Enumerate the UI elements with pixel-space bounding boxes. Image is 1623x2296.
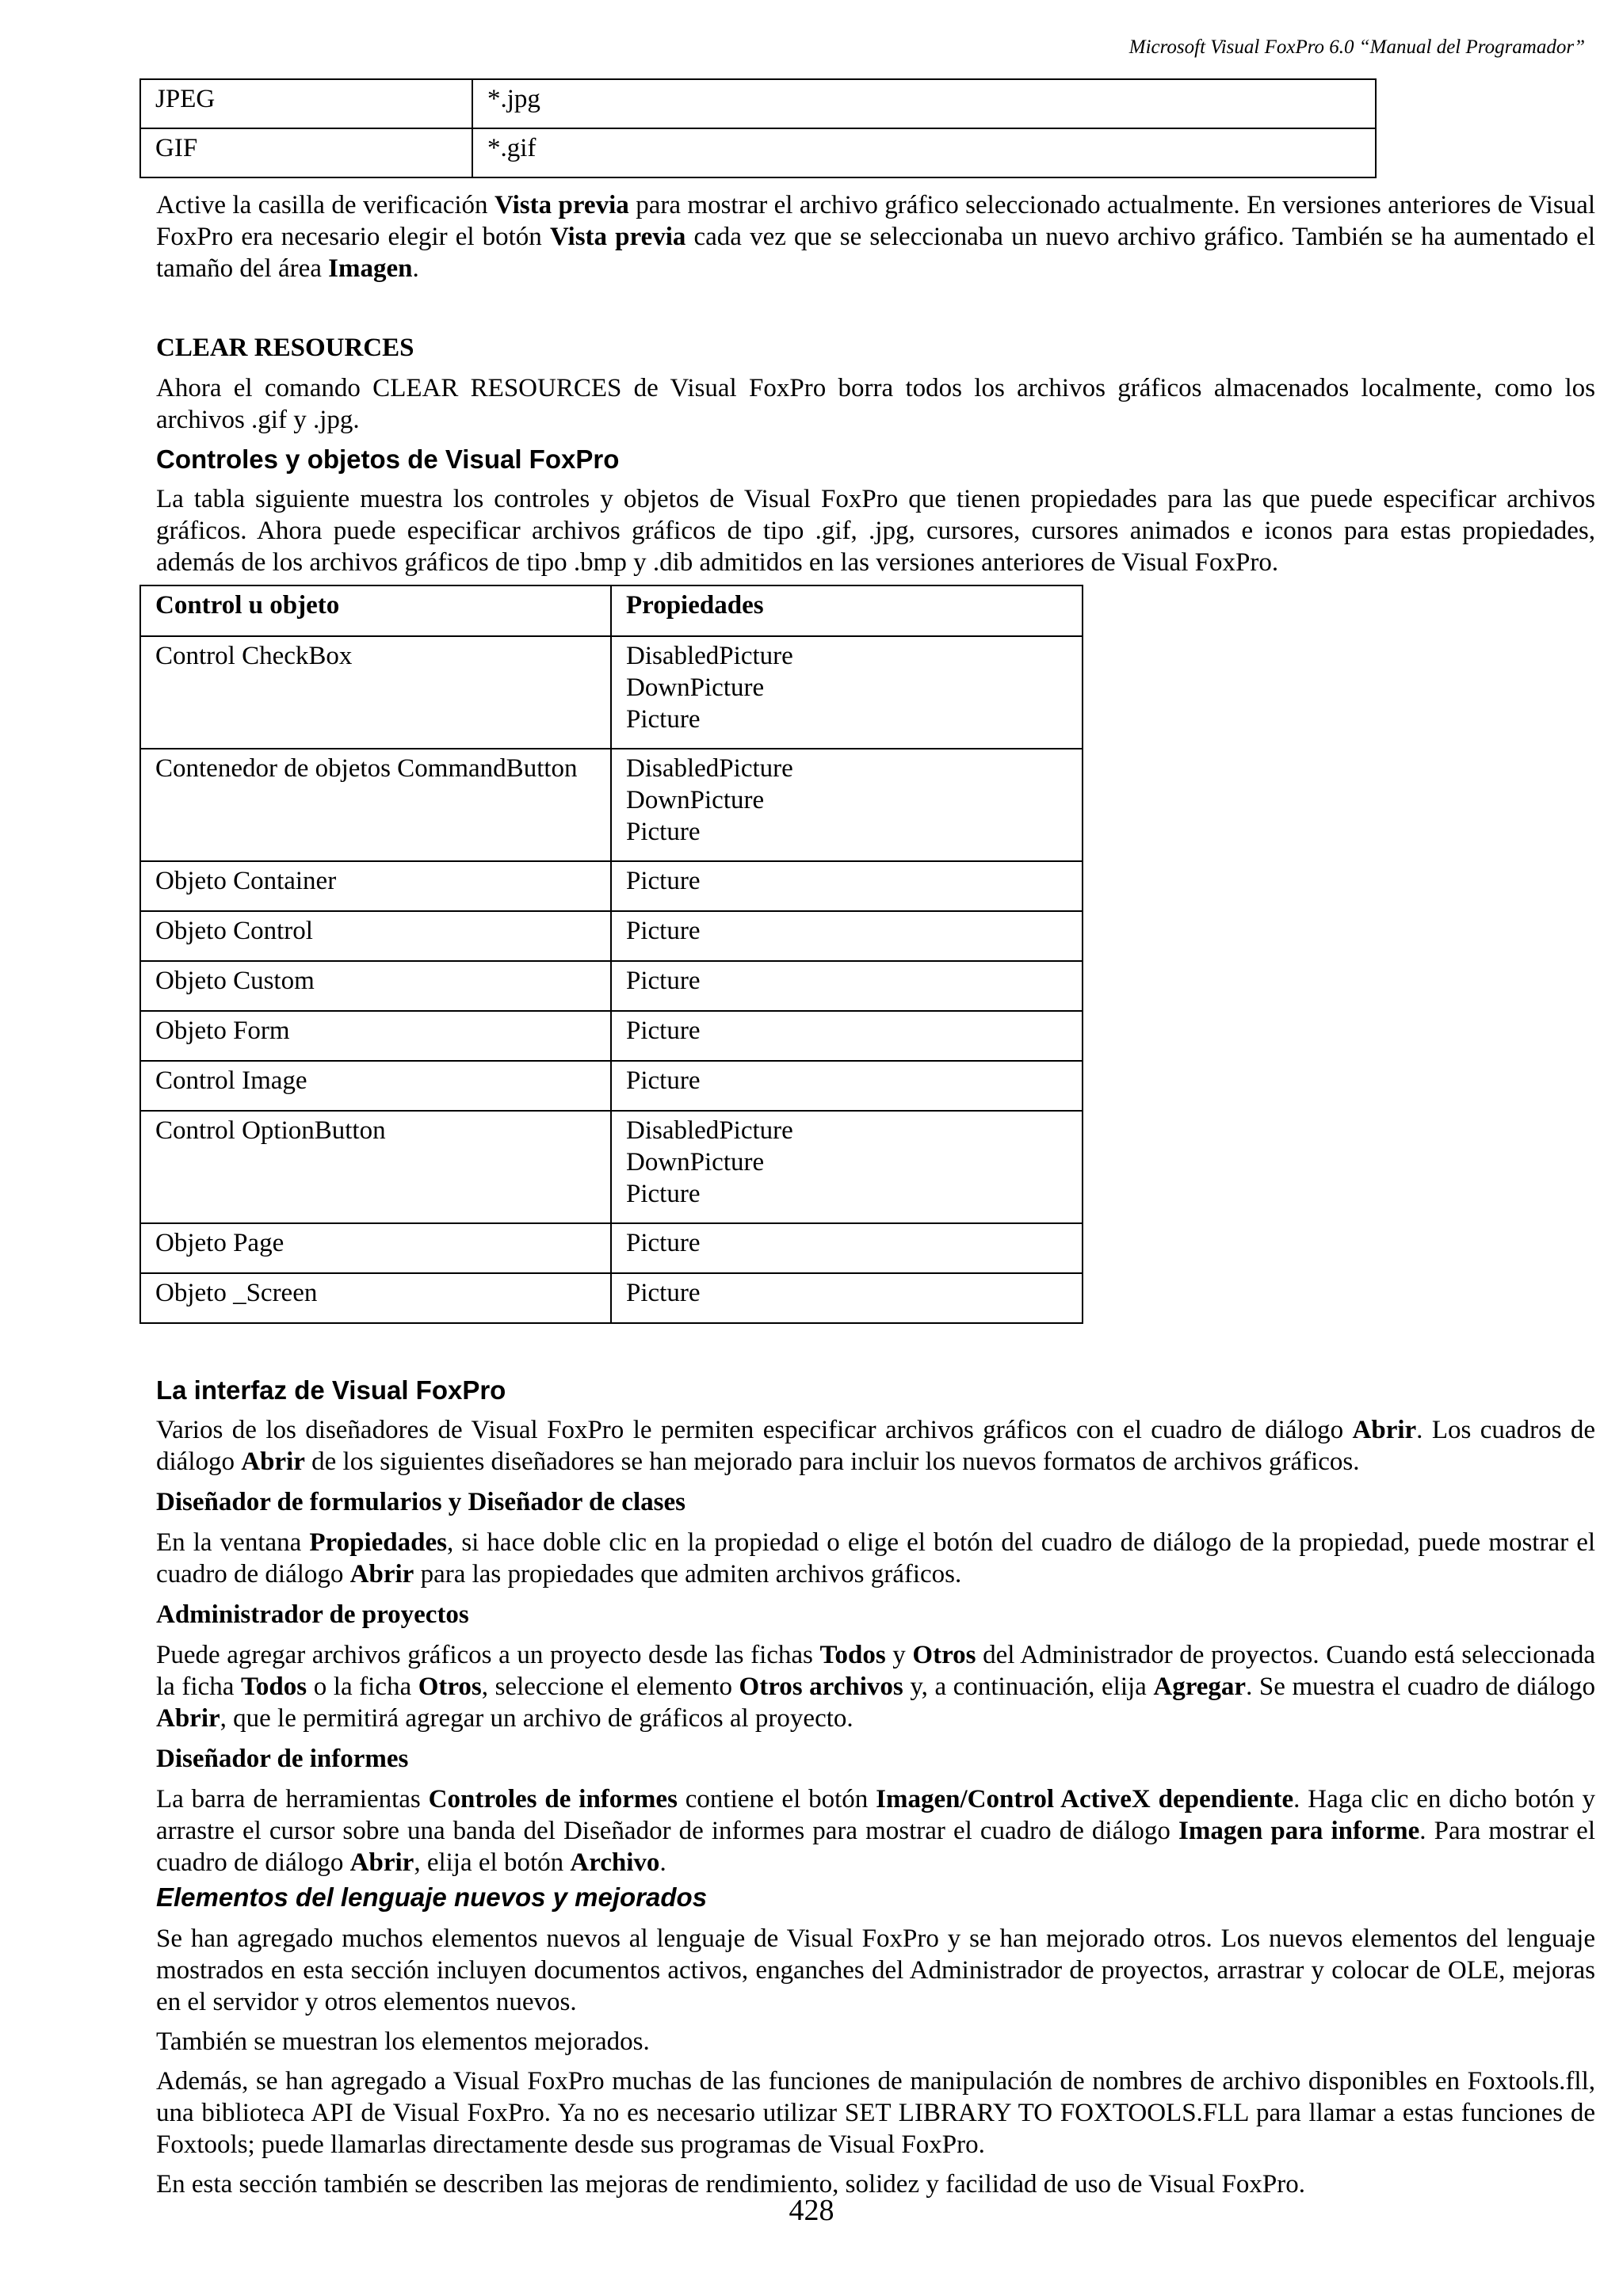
project-manager-heading: Administrador de proyectos	[156, 1600, 469, 1629]
control-properties: Picture	[611, 1273, 1083, 1323]
forms-designer-heading: Diseñador de formularios y Diseñador de clases	[156, 1488, 685, 1516]
control-properties: Picture	[611, 1223, 1083, 1273]
table-row	[140, 961, 1083, 1011]
control-name: Control CheckBox	[140, 636, 611, 749]
table-row	[140, 1111, 1083, 1223]
language-paragraph-1: Se han agregado muchos elementos nuevos al lenguaje de Visual FoxPro y se han mejorado otros. Los nuevos elementos del lenguaje mostrados en esta sección incluyen documentos activos, enganches del Administrador de proyectos, arrastrar y colocar de OLE, mejoras en el servidor y otros elementos nuevos.	[156, 1924, 1595, 2016]
interface-paragraph: Varios de los diseñadores de Visual FoxPro le permiten especificar archivos gráficos con el cuadro de diálogo Abrir. Los cuadros de diálogo Abrir de los siguientes diseñadores se han mejorado para incluir los nuevos formatos de archivos gráficos.	[156, 1416, 1595, 1476]
control-properties: Picture	[611, 1011, 1083, 1061]
control-name: Objeto _Screen	[140, 1273, 611, 1323]
clear-resources-heading: CLEAR RESOURCES	[156, 334, 414, 362]
language-paragraph-3: Además, se han agregado a Visual FoxPro muchas de las funciones de manipulación de nombres de archivo disponibles en Foxtools.fll, una biblioteca API de Visual FoxPro. Ya no es necesario utilizar SET LIBRARY TO FOXTOOLS.FLL para llamar a estas funciones de Foxtools; puede llamarlas directamente desde sus programas de Visual FoxPro.	[156, 2067, 1595, 2159]
control-properties: Picture	[611, 861, 1083, 911]
table-row	[140, 1061, 1083, 1111]
controls-table	[139, 585, 1083, 1324]
table-row	[140, 636, 1083, 749]
control-name: Control OptionButton	[140, 1111, 611, 1223]
preview-paragraph: Active la casilla de verificación Vista previa para mostrar el archivo gráfico seleccionado actualmente. En versiones anteriores de Visual FoxPro era necesario elegir el botón Vista previa cada vez que se seleccionaba un nuevo archivo gráfico. También se ha aumentado el tamaño del área Imagen.	[156, 191, 1596, 283]
language-heading: Elementos del lenguaje nuevos y mejorados	[156, 1882, 708, 1912]
control-properties: DisabledPicture DownPicture Picture	[611, 636, 1083, 749]
control-name: Objeto Custom	[140, 961, 611, 1011]
table-row	[140, 1011, 1083, 1061]
language-paragraph-2: También se muestran los elementos mejorados.	[156, 2027, 650, 2056]
column-header-control: Control u objeto	[140, 585, 611, 636]
format-name: JPEG	[140, 79, 472, 128]
control-properties: Picture	[611, 1061, 1083, 1111]
running-header: Microsoft Visual FoxPro 6.0 “Manual del Programador”	[1128, 36, 1585, 58]
report-designer-paragraph: La barra de herramientas Controles de informes contiene el botón Imagen/Control ActiveX dependiente. Haga clic en dicho botón y arrastre el cursor sobre una banda del Diseñador de informes para mostrar el cuadro de diálogo Imagen para informe. Para mostrar el cuadro de diálogo Abrir, elija el botón Archivo.	[156, 1785, 1596, 1877]
table-header-row	[140, 585, 1083, 636]
table-row	[140, 749, 1083, 861]
table-row	[140, 79, 1376, 128]
control-name: Control Image	[140, 1061, 611, 1111]
table-row	[140, 1273, 1083, 1323]
clear-resources-text: Ahora el comando CLEAR RESOURCES de Visual FoxPro borra todos los archivos gráficos almacenados localmente, como los archivos .gif y .jpg.	[156, 374, 1595, 434]
project-manager-paragraph: Puede agregar archivos gráficos a un proyecto desde las fichas Todos y Otros del Administrador de proyectos. Cuando está seleccionada la ficha Todos o la ficha Otros, seleccione el elemento Otros archivos y, a continuación, elija Agregar. Se muestra el cuadro de diálogo Abrir, que le permitirá agregar un archivo de gráficos al proyecto.	[156, 1641, 1595, 1733]
table-row	[140, 861, 1083, 911]
controls-heading: Controles y objetos de Visual FoxPro	[156, 444, 620, 474]
forms-designer-paragraph: En la ventana Propiedades, si hace doble clic en la propiedad o elige el botón del cuadro de diálogo de la propiedad, puede mostrar el cuadro de diálogo Abrir para las propiedades que admiten archivos gráficos.	[156, 1528, 1596, 1589]
control-name: Contenedor de objetos CommandButton	[140, 749, 611, 861]
format-name: GIF	[140, 128, 472, 177]
control-name: Objeto Form	[140, 1011, 611, 1061]
format-table	[139, 78, 1377, 178]
format-extension: *.gif	[472, 128, 1376, 177]
format-extension: *.jpg	[472, 79, 1376, 128]
page-number: 428	[789, 2194, 834, 2227]
control-properties: DisabledPicture DownPicture Picture	[611, 749, 1083, 861]
column-header-properties: Propiedades	[611, 585, 1083, 636]
control-properties: Picture	[611, 911, 1083, 961]
control-name: Objeto Control	[140, 911, 611, 961]
interface-heading: La interfaz de Visual FoxPro	[156, 1375, 506, 1405]
table-row	[140, 911, 1083, 961]
controls-intro: La tabla siguiente muestra los controles y objetos de Visual FoxPro que tienen propiedades para las que puede especificar archivos gráficos. Ahora puede especificar archivos gráficos de tipo .gif, .jpg, cursores, cursores animados e iconos para estas propiedades, además de los archivos gráficos de tipo .bmp y .dib admitidos en las versiones anteriores de Visual FoxPro.	[156, 485, 1595, 577]
control-properties: Picture	[611, 961, 1083, 1011]
table-row	[140, 1223, 1083, 1273]
table-row	[140, 128, 1376, 177]
control-properties: DisabledPicture DownPicture Picture	[611, 1111, 1083, 1223]
report-designer-heading: Diseñador de informes	[156, 1745, 409, 1773]
control-name: Objeto Container	[140, 861, 611, 911]
control-name: Objeto Page	[140, 1223, 611, 1273]
language-paragraph-4: En esta sección también se describen las mejoras de rendimiento, solidez y facilidad de uso de Visual FoxPro.	[156, 2170, 1305, 2199]
